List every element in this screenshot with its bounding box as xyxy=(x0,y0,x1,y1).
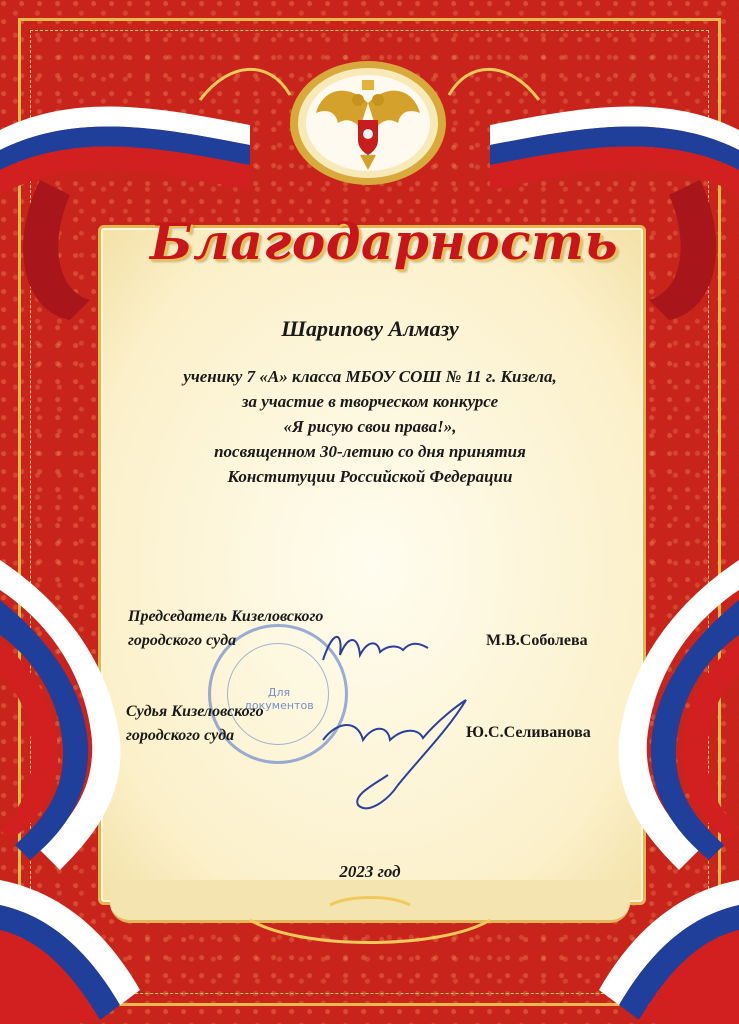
handwritten-signature-icon xyxy=(318,620,438,670)
stamp-text-line-2: документов xyxy=(244,699,314,712)
stamp-text-line-1: Для xyxy=(267,686,291,699)
handwritten-signature-icon xyxy=(318,690,478,820)
body-line-2: за участие в творческом конкурсе xyxy=(241,392,499,411)
signatory-2-position-line-1: Судья Кизеловского xyxy=(126,703,264,720)
ribbon-right-lower xyxy=(599,560,739,1024)
body-line-1: ученику 7 «А» класса МБОУ СОШ № 11 г. Кизела, xyxy=(183,367,557,386)
body-line-5: Конституции Российской Федерации xyxy=(227,467,513,486)
recipient-name: Шарипову Алмазу xyxy=(281,316,459,341)
signatory-1-position-line-2: городского суда xyxy=(128,632,237,649)
russian-coat-of-arms-icon xyxy=(288,58,448,188)
stamp-inner-ring xyxy=(227,643,329,745)
certificate-year: 2023 год xyxy=(339,862,401,881)
certificate-title: Благодарность xyxy=(150,212,618,271)
ribbon-left-lower xyxy=(0,560,140,1024)
signatory-1-name: М.В.Соболева xyxy=(486,632,588,649)
body-line-4: посвященном 30-летию со дня принятия xyxy=(214,442,526,461)
signatory-2-name: Ю.С.Селиванова xyxy=(466,724,591,741)
signatory-2-position-line-2: городского суда xyxy=(126,727,235,744)
body-line-3: «Я рисую свои права!», xyxy=(283,417,457,436)
signatory-1-position-line-1: Председатель Кизеловского xyxy=(128,608,324,625)
